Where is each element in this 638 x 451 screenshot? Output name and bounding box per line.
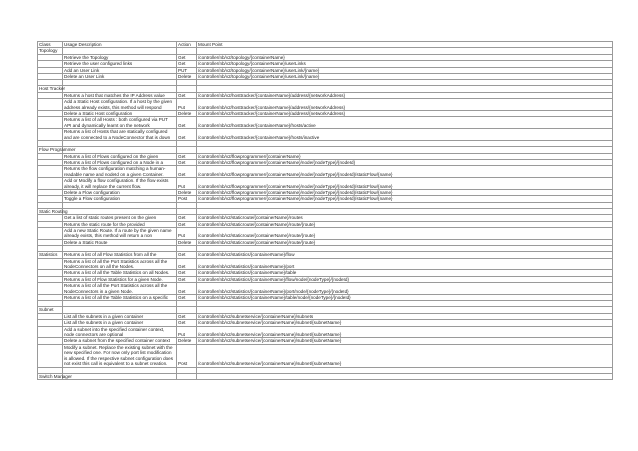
class-cell: Topology — [38, 48, 63, 54]
usage-description-cell: Returns a list of all Flow Statistics from all the — [63, 252, 177, 258]
mount-point-cell: /controller/nb/v2/topology/{containerName} — [197, 54, 613, 60]
mount-point-cell: Mount Point — [197, 42, 613, 48]
mount-point-cell: /controller/nb/v2/staticroute/{containerName}/route/{route} — [197, 221, 613, 227]
mount-point-cell: /controller/nb/v2/flowprogrammer/{containerName}/node/{nodeType}/{nodeId}/staticFlow/{name} — [197, 178, 613, 190]
action-cell: Put — [177, 227, 197, 239]
mount-point-cell: /controller/nb/v2/statistics/{containerName}/flow/node/{nodeType}/{nodeId} — [197, 276, 613, 282]
action-cell: Get — [177, 221, 197, 227]
action-cell: PUT — [177, 67, 197, 73]
action-cell: Get — [177, 270, 197, 276]
usage-description-cell: Add an User Link — [63, 67, 177, 73]
usage-description-cell: Returns a list of all Hosts : both configured via PUT API and dynamically learnt on the network — [63, 117, 177, 129]
usage-description-cell: Usage Description — [63, 42, 177, 48]
mount-point-cell: /controller/nb/v2/topology/{containerName}/userLink/{name} — [197, 67, 613, 73]
mount-point-cell: /controller/nb/v2/hosttracker/{containerName}/hosts/inactive — [197, 129, 613, 141]
table-row — [38, 373, 613, 379]
usage-description-cell: List all the subnets in a given container — [63, 320, 177, 326]
action-cell: Delete — [177, 189, 197, 195]
table-row — [38, 344, 613, 367]
mount-point-cell: /controller/nb/v2/flowprogrammer/{containerName} — [197, 153, 613, 159]
action-cell: Get — [177, 153, 197, 159]
usage-description-cell — [63, 373, 177, 379]
mount-point-cell: /controller/nb/v2/statistics/{containerName}/flow — [197, 252, 613, 258]
action-cell: Get — [177, 61, 197, 67]
usage-description-cell: Add a new Static Route. If a route by the given name already exists, this method will return a non — [63, 227, 177, 239]
action-cell: Get — [177, 295, 197, 301]
api-mount-point-table — [37, 41, 613, 380]
class-cell — [38, 227, 63, 239]
usage-description-cell: Add a Static Host configuration. If a host by the given address already exists, this method will respond — [63, 99, 177, 111]
mount-point-cell: /controller/nb/v2/statistics/{containerName}/port — [197, 258, 613, 270]
class-cell: Class — [38, 42, 63, 48]
usage-description-cell: Returns a list of Hosts that are statically configured and are connected to a NodeConnector that is down — [63, 129, 177, 141]
class-cell — [38, 129, 63, 141]
action-cell: Get — [177, 283, 197, 295]
mount-point-cell: /controller/nb/v2/subnetservice/{containerName}/subnet/{subnetName} — [197, 326, 613, 338]
usage-description-cell: Get a list of static routes present on the given — [63, 215, 177, 221]
class-cell — [38, 117, 63, 129]
usage-description-cell: Returns a list of Flow Statistics for a given Node. — [63, 276, 177, 282]
action-cell: Get — [177, 166, 197, 178]
action-cell: Get — [177, 129, 197, 141]
mount-point-cell: /controller/nb/v2/staticroute/{containerName}/route/{route} — [197, 239, 613, 245]
table-row — [38, 166, 613, 178]
mount-point-cell: /controller/nb/v2/hosttracker/{containerName}/address/{networkAddress} — [197, 99, 613, 111]
mount-point-cell: /controller/nb/v2/subnetservice/{containerName}/subnet/{subnetName} — [197, 320, 613, 326]
action-cell: Get — [177, 117, 197, 129]
action-cell: Delete — [177, 338, 197, 344]
usage-description-cell: Returns a list of Flows configured on the given — [63, 153, 177, 159]
table-row — [38, 283, 613, 295]
action-cell: Post — [177, 196, 197, 202]
mount-point-cell: /controller/nb/v2/statistics/{containerName}/port/node/{nodeType}/{nodeId} — [197, 283, 613, 295]
action-cell: Put — [177, 99, 197, 111]
table-row — [38, 326, 613, 338]
action-cell: Post — [177, 344, 197, 367]
action-cell: Delete — [177, 74, 197, 80]
usage-description-cell: Delete a subnet from the specified container context — [63, 338, 177, 344]
usage-description-cell: Delete a Static Route — [63, 239, 177, 245]
class-cell: Host Tracker — [39, 86, 66, 92]
mount-point-cell: /controller/nb/v2/flowprogrammer/{containerName}/node/{nodeType}/{nodeId} — [197, 159, 613, 165]
action-cell: Action — [177, 42, 197, 48]
action-cell: Get — [177, 159, 197, 165]
usage-description-cell: Returns a list of all the Port Statistics across all the NodeConnectors on all the Nodes. — [63, 258, 177, 270]
class-cell: Switch Manager — [39, 373, 72, 379]
table-body — [38, 42, 613, 380]
action-cell: Get — [177, 320, 197, 326]
usage-description-cell: Returns a list of all the Table Statistics on a specific — [63, 295, 177, 301]
usage-description-cell: Delete a Flow configuration — [63, 189, 177, 195]
mount-point-cell: /controller/nb/v2/staticroute/{containerName}/route/{route} — [197, 227, 613, 239]
mount-point-cell: /controller/nb/v2/flowprogrammer/{containerName}/node/{nodeType}/{nodeId}/staticFlow/{name} — [197, 189, 613, 195]
class-cell: Subnet — [38, 307, 63, 313]
usage-description-cell: Returns a list of all the Table Statistics on all Nodes. — [63, 270, 177, 276]
action-cell: Delete — [177, 239, 197, 245]
usage-description-cell: Modify a subnet. Replace the existing subnet with the new specified one. For now only port list modification is allowed. If the respective subnet configuration does not exist this call is equivalent to a subnet creation. — [63, 344, 177, 367]
usage-description-cell: Returns a list of Flows configured on a Node in a — [63, 159, 177, 165]
class-cell: Static Routing — [39, 208, 68, 214]
usage-description-cell: Add or Modify a flow configuration. If the flow exists already, it will replace the current flow. — [63, 178, 177, 190]
table-row — [38, 99, 613, 111]
class-cell — [38, 326, 63, 338]
usage-description-cell: Retrieve the user configured links — [63, 61, 177, 67]
mount-point-cell: /controller/nb/v2/subnetservice/{containerName}/subnet/{subnetName} — [197, 344, 613, 367]
mount-point-cell: /controller/nb/v2/subnetservice/{containerName}/subnets — [197, 313, 613, 319]
class-cell — [38, 166, 63, 178]
mount-point-cell — [197, 373, 613, 379]
mount-point-cell: /controller/nb/v2/flowprogrammer/{containerName}/node/{nodeType}/{nodeId}/staticFlow/{name} — [197, 166, 613, 178]
mount-point-cell: /controller/nb/v2/statistics/{containerName}/table — [197, 270, 613, 276]
mount-point-cell: /controller/nb/v2/flowprogrammer/{containerName}/node/{nodeType}/{nodeId}/staticFlow/{name} — [197, 196, 613, 202]
table-row — [38, 117, 613, 129]
action-cell: Get — [177, 215, 197, 221]
table-row — [38, 258, 613, 270]
class-cell — [38, 283, 63, 295]
action-cell: Put — [177, 326, 197, 338]
action-cell: Get — [177, 54, 197, 60]
mount-point-cell: /controller/nb/v2/topology/{containerName}/userLink/{name} — [197, 74, 613, 80]
action-cell: Get — [177, 252, 197, 258]
usage-description-cell: List all the subnets in a given container — [63, 313, 177, 319]
action-cell: Delete — [177, 111, 197, 117]
table-row — [38, 227, 613, 239]
usage-description-cell: Toggle a Flow configuration — [63, 196, 177, 202]
action-cell: Get — [177, 276, 197, 282]
class-cell: Flow Programmer — [39, 147, 76, 153]
action-cell: Get — [177, 313, 197, 319]
action-cell: Get — [177, 92, 197, 98]
usage-description-cell: Returns the static route for the provided — [63, 221, 177, 227]
mount-point-cell: /controller/nb/v2/staticroute/{containerName}/routes — [197, 215, 613, 221]
class-cell — [38, 99, 63, 111]
class-cell — [38, 258, 63, 270]
usage-description-cell: Retrieve the Topology — [63, 54, 177, 60]
mount-point-cell: /controller/nb/v2/topology/{containerName}/userLinks — [197, 61, 613, 67]
mount-point-cell: /controller/nb/v2/subnetservice/{containerName}/subnet/{subnetName} — [197, 338, 613, 344]
mount-point-cell: /controller/nb/v2/hosttracker/{containerName}/hosts/active — [197, 117, 613, 129]
action-cell — [177, 373, 197, 379]
mount-point-cell: /controller/nb/v2/hosttracker/{containerName}/address/{networkAddress} — [197, 111, 613, 117]
mount-point-cell: /controller/nb/v2/hosttracker/{containerName}/address/{networkAddress} — [197, 92, 613, 98]
action-cell: Put — [177, 178, 197, 190]
table-row — [38, 178, 613, 190]
table-row — [38, 129, 613, 141]
usage-description-cell: Returns a host that matches the IP Address value — [63, 92, 177, 98]
class-cell: Statistics — [38, 252, 63, 258]
usage-description-cell: Returns a list of all the Port Statistics across all the NodeConnectors in a given Node. — [63, 283, 177, 295]
mount-point-cell: /controller/nb/v2/statistics/{containerName}/table/node/{nodeType}/{nodeId} — [197, 295, 613, 301]
usage-description-cell: Returns the flow configuration matching a human-readable name and nodeId on a given Container. — [63, 166, 177, 178]
usage-description-cell: Add a subnet into the specified container context, node connectors are optional — [63, 326, 177, 338]
usage-description-cell: Delete a Static Host configuration — [63, 111, 177, 117]
usage-description-cell: Delete an User Link — [63, 74, 177, 80]
action-cell: Get — [177, 258, 197, 270]
class-cell — [38, 344, 63, 367]
class-cell — [38, 178, 63, 190]
